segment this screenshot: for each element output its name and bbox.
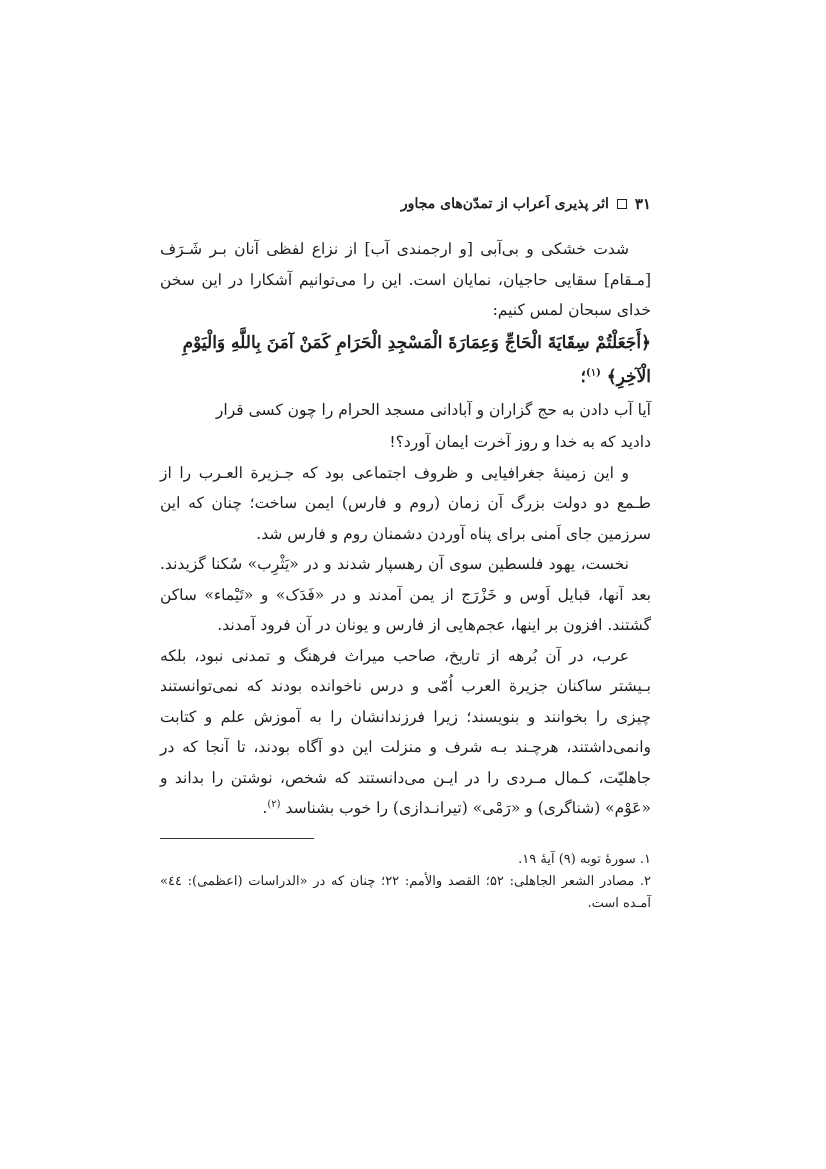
footnote-ref-1: (۱) [585, 366, 601, 378]
footnotes [160, 838, 651, 915]
translation-line-1: آیا آب دادن به حج گزاران و آبادانی مسجد الحرام را چون کسی قرار [215, 400, 651, 419]
footnote-ref-2: (۲) [267, 798, 281, 810]
paragraph-4-after: . [262, 799, 268, 817]
paragraph-4 [160, 641, 651, 824]
paragraph-3-text: نخست، یهود فلسطین سوی آن رهسپار شدند و در «یَثْرِب» سُکنا گزیدند. بعد آنها، قبایل اَوس و خَزْرَج از یمن آمدند و در «فَدَک» و «تَیْماء» ساکن گشتند. افزون بر اینها، عجم‌هایی از فارس و یونان در آن فرود آمدند. [160, 555, 651, 634]
square-ornament-icon [617, 199, 627, 209]
paragraph-1-text: شدت خشکی و بی‌آبی [و ارجمندی آب] از نزاع لفظی آنان بـر شَـرَف [مـقام] سقایی حاجیان، نمایان است. این را می‌توانیم آشکارا در این سخن خدای سبحان لمس کنیم: [160, 240, 651, 319]
verse-line-2: الْآخِرِ﴾ [606, 366, 651, 387]
footnote-divider [160, 838, 314, 839]
paragraph-4-text: عرب، در آن بُرهه از تاریخ، صاحب میراث فرهنگ و تمدنی نبود، بلکه بـیشتر ساکنان جزیرة العرب اُمّی و درس ناخوانده بودند که نمی‌توانستند چیزی را بخوانند و بنویسند؛ زیرا فرزندانشان را به آموزش علم و کتابت وانمی‌داشتند، هرچـند بـه شرف و منزلت این دو آگاه بودند، تا آنجا که در جاهلیّت، کـمال مـردی را در ایـن می‌دانستند که شخص، نوشتن را بداند و «عَوْم» (شناگری) و «رَمْی» (تیرانـدازی) را خوب بشناسد [160, 646, 651, 817]
page-number: ۳۱ [634, 195, 651, 213]
verse-line-2-wrap [160, 360, 651, 394]
footnote-1: ۱. سورهٔ توبه (۹) آیهٔ ۱۹. [518, 851, 651, 867]
verse-after: ؛ [580, 366, 586, 387]
paragraph-1 [160, 234, 651, 326]
translation-line-2: دادید که به خدا و روز آخرت ایمان آورد؟! [389, 432, 651, 451]
paragraph-2-text: و این زمینهٔ جغرافیایی و ظروف اجتماعی بود که جـزیرة العـرب را از طـمع دو دولت بزرگ آن زمان (روم و فارس) ایمن ساخت؛ چنان که این سرزمین جای اَمنی برای پناه آوردن دشمنان روم و فارس شد. [160, 463, 651, 543]
verse-line-1: ﴿أَجَعَلْتُمْ سِقَايَةَ الْحَاجِّ وَعِمَارَةَ الْمَسْجِدِ الْحَرَامِ كَمَنْ آمَنَ بِاللَّهِ وَالْيَوْمِ [182, 332, 651, 353]
quran-verse [160, 326, 651, 394]
footnote-2: ۲. مصادر الشعر الجاهلی: ۵۲؛ القصد والأمم: ۲۲؛ چنان که در «الدراسات (اعظمی): ٤٤» آمـده است. [160, 873, 652, 911]
paragraph-3 [160, 549, 651, 641]
book-page [160, 192, 651, 915]
verse-translation [160, 394, 651, 458]
chapter-title: اثر پذیری اَعراب از تمدّن‌های مجاور [400, 196, 609, 212]
footnote-list [160, 849, 651, 915]
paragraph-2 [160, 458, 651, 550]
running-head [160, 192, 651, 216]
